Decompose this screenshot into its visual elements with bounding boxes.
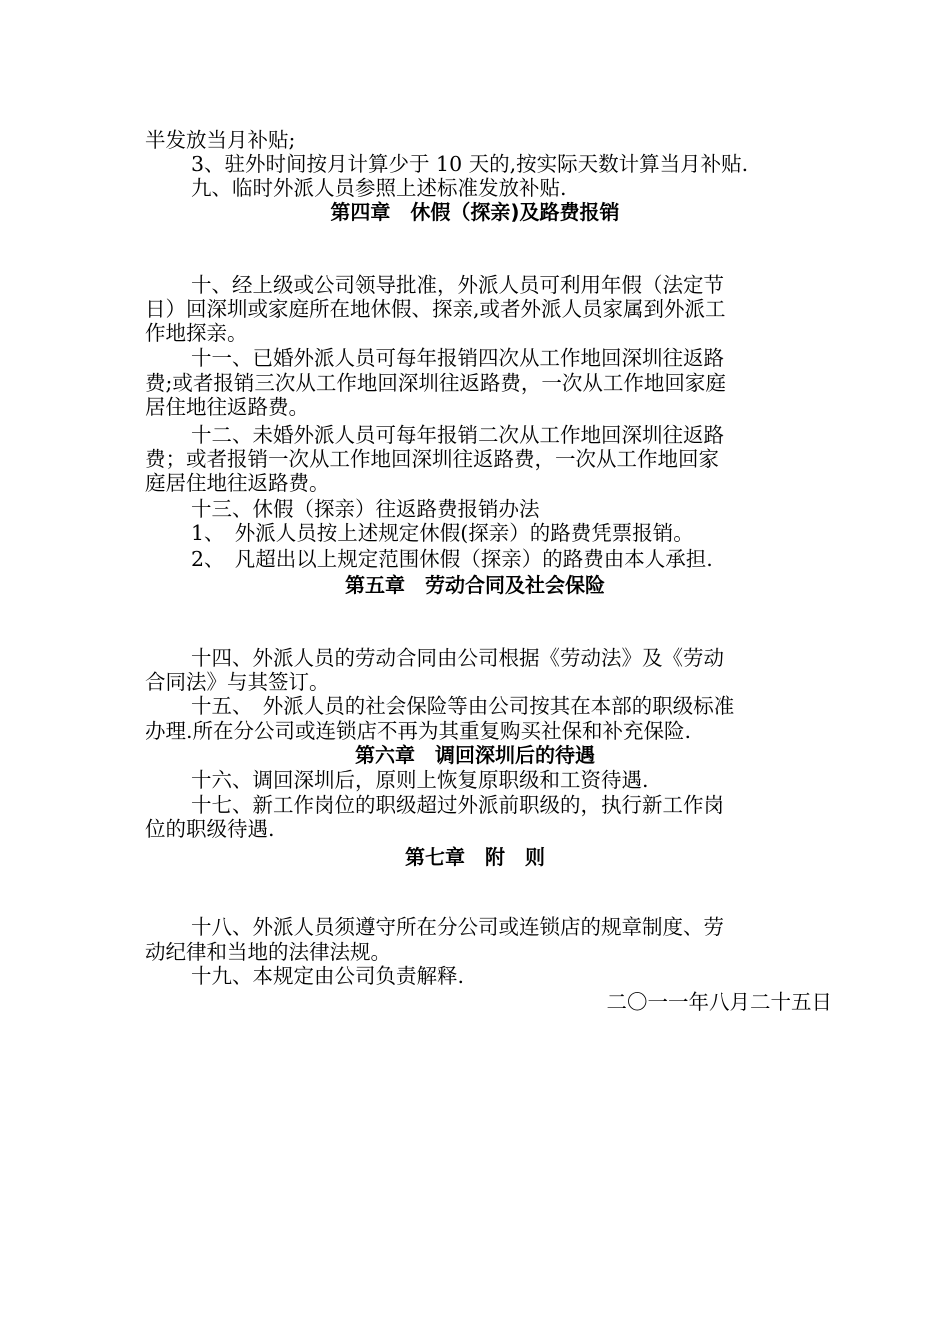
paragraph-line: 3、驻外时间按月计算少于 10 天的,按实际天数计算当月补贴. <box>191 152 749 176</box>
paragraph-line: 作地探亲。 <box>145 321 248 345</box>
paragraph-line: 九、临时外派人员参照上述标准发放补贴. <box>191 176 567 200</box>
paragraph-line: 位的职级待遇. <box>145 817 275 841</box>
paragraph-line: 居住地往返路费。 <box>145 395 309 419</box>
paragraph-line: 十、经上级或公司领导批准，外派人员可利用年假（法定节 <box>191 273 724 297</box>
paragraph-line: 十四、外派人员的劳动合同由公司根据《劳动法》及《劳动 <box>191 646 724 670</box>
paragraph-line: 十八、外派人员须遵守所在分公司或连锁店的规章制度、劳 <box>191 915 724 939</box>
chapter-heading: 第四章 休假（探亲)及路费报销 <box>330 200 620 224</box>
paragraph-line: 费；或者报销一次从工作地回深圳往返路费，一次从工作地回家 <box>145 447 719 471</box>
paragraph-line: 十三、休假（探亲）往返路费报销办法 <box>191 497 540 521</box>
paragraph-line: 十七、新工作岗位的职级超过外派前职级的，执行新工作岗 <box>191 793 724 817</box>
paragraph-line: 办理.所在分公司或连锁店不再为其重复购买社保和补充保险. <box>145 719 692 743</box>
paragraph-line: 十一、已婚外派人员可每年报销四次从工作地回深圳往返路 <box>191 346 724 370</box>
paragraph-line: 庭居住地往返路费。 <box>145 471 330 495</box>
paragraph-line: 2、 凡超出以上规定范围休假（探亲）的路费由本人承担. <box>191 547 713 571</box>
paragraph-line: 十六、调回深圳后，原则上恢复原职级和工资待遇. <box>191 768 649 792</box>
paragraph-line: 日）回深圳或家庭所在地休假、探亲,或者外派人员家属到外派工 <box>145 297 726 321</box>
chapter-heading: 第七章 附 则 <box>405 845 545 869</box>
paragraph-line: 1、 外派人员按上述规定休假(探亲）的路费凭票报销。 <box>191 521 694 545</box>
chapter-heading: 第五章 劳动合同及社会保险 <box>345 573 605 597</box>
paragraph-line: 十九、本规定由公司负责解释. <box>191 964 465 988</box>
paragraph-line: 动纪律和当地的法律法规。 <box>145 940 391 964</box>
chapter-heading: 第六章 调回深圳后的待遇 <box>355 743 595 767</box>
paragraph-line: 十二、未婚外派人员可每年报销二次从工作地回深圳往返路 <box>191 423 724 447</box>
paragraph-line: 半发放当月补贴; <box>145 128 296 152</box>
paragraph-line: 费;或者报销三次从工作地回深圳往返路费，一次从工作地回家庭 <box>145 371 726 395</box>
paragraph-line: 合同法》与其签订。 <box>145 670 330 694</box>
paragraph-line: 十五、 外派人员的社会保险等由公司按其在本部的职级标准 <box>191 694 735 718</box>
document-date: 二〇一一年八月二十五日 <box>606 990 832 1014</box>
